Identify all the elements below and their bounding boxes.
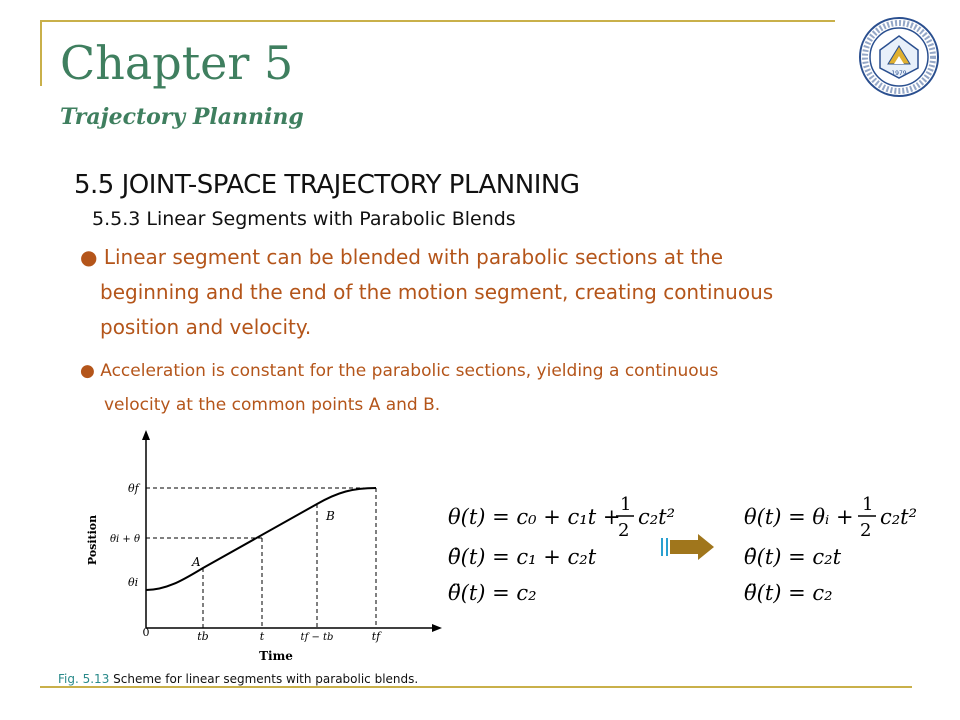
bullet-1-line-2: beginning and the end of the motion segment, creating continuous [100, 280, 774, 304]
eq-right-position-lhs: θ(t) = θᵢ + [744, 505, 854, 529]
equations-right-svg [744, 492, 944, 622]
eq-left-frac-num: 1 [620, 494, 632, 515]
chapter-title: Chapter 5 [60, 36, 294, 90]
eq-left-acceleration: θ̈(t) = c₂ [448, 581, 537, 605]
trajectory-figure [88, 428, 448, 668]
bullet-1 [80, 240, 920, 345]
figure-caption [58, 672, 418, 686]
bullet-1-line-1: Linear segment can be blended with parabolic sections at the [103, 245, 724, 269]
y-tick-theta-i: θi [128, 576, 139, 589]
bullet-1-line-3: position and velocity. [100, 315, 312, 339]
eq-left-position-tail: c₂t² [638, 505, 676, 529]
logo-year: 1979 [891, 70, 907, 77]
eq-left-frac-den: 2 [618, 520, 630, 541]
bullet-2-line-2: velocity at the common points A and B. [104, 395, 441, 415]
eq-right-velocity: θ̇(t) = c₂t [744, 545, 842, 569]
x-tick-tf: tf [371, 630, 381, 643]
point-b-label: B [326, 509, 335, 523]
frame-vertical-line [40, 20, 42, 86]
x-tick-zero: 0 [142, 626, 150, 639]
point-a-label: A [192, 555, 201, 569]
subsection-heading: 5.5.3 Linear Segments with Parabolic Blends [92, 208, 516, 230]
eq-right-frac-den: 2 [860, 520, 872, 541]
x-tick-tb: tb [197, 630, 209, 643]
right-arrow-icon [660, 532, 716, 562]
equations-right [744, 492, 944, 626]
x-tick-t: t [259, 630, 265, 643]
eq-left-velocity: θ̇(t) = c₁ + c₂t [448, 545, 597, 569]
university-seal-logo [858, 16, 940, 98]
y-tick-theta-i-plus-theta: θi + θ [110, 534, 140, 545]
equations-left-svg [448, 492, 676, 622]
bullet-2 [80, 354, 920, 422]
bullet-dot-icon: ● [80, 361, 101, 381]
y-tick-theta-f: θf [128, 482, 139, 495]
x-axis-label: Time [259, 649, 293, 663]
section-heading: 5.5 JOINT-SPACE TRAJECTORY PLANNING [74, 170, 580, 200]
frame-top-line [40, 20, 835, 22]
chapter-subtitle: Trajectory Planning [60, 104, 304, 130]
eq-right-acceleration: θ̈(t) = c₂ [744, 581, 833, 605]
eq-right-frac-num: 1 [862, 494, 874, 515]
x-tick-tf-minus-tb: tf − tb [300, 632, 334, 643]
bullet-dot-icon: ● [80, 245, 104, 269]
frame-bottom-line [40, 686, 912, 688]
figure-caption-text: Scheme for linear segments with parabolic blends. [113, 672, 419, 686]
figure-number: Fig. 5.13 [58, 672, 110, 686]
bullet-2-line-1: Acceleration is constant for the parabolic sections, yielding a continuous [100, 361, 719, 381]
equations-left [448, 492, 676, 626]
y-axis-label: Position [86, 514, 99, 566]
eq-left-position-lhs: θ(t) = c₀ + c₁t + [448, 505, 621, 529]
eq-right-position-tail: c₂t² [880, 505, 918, 529]
